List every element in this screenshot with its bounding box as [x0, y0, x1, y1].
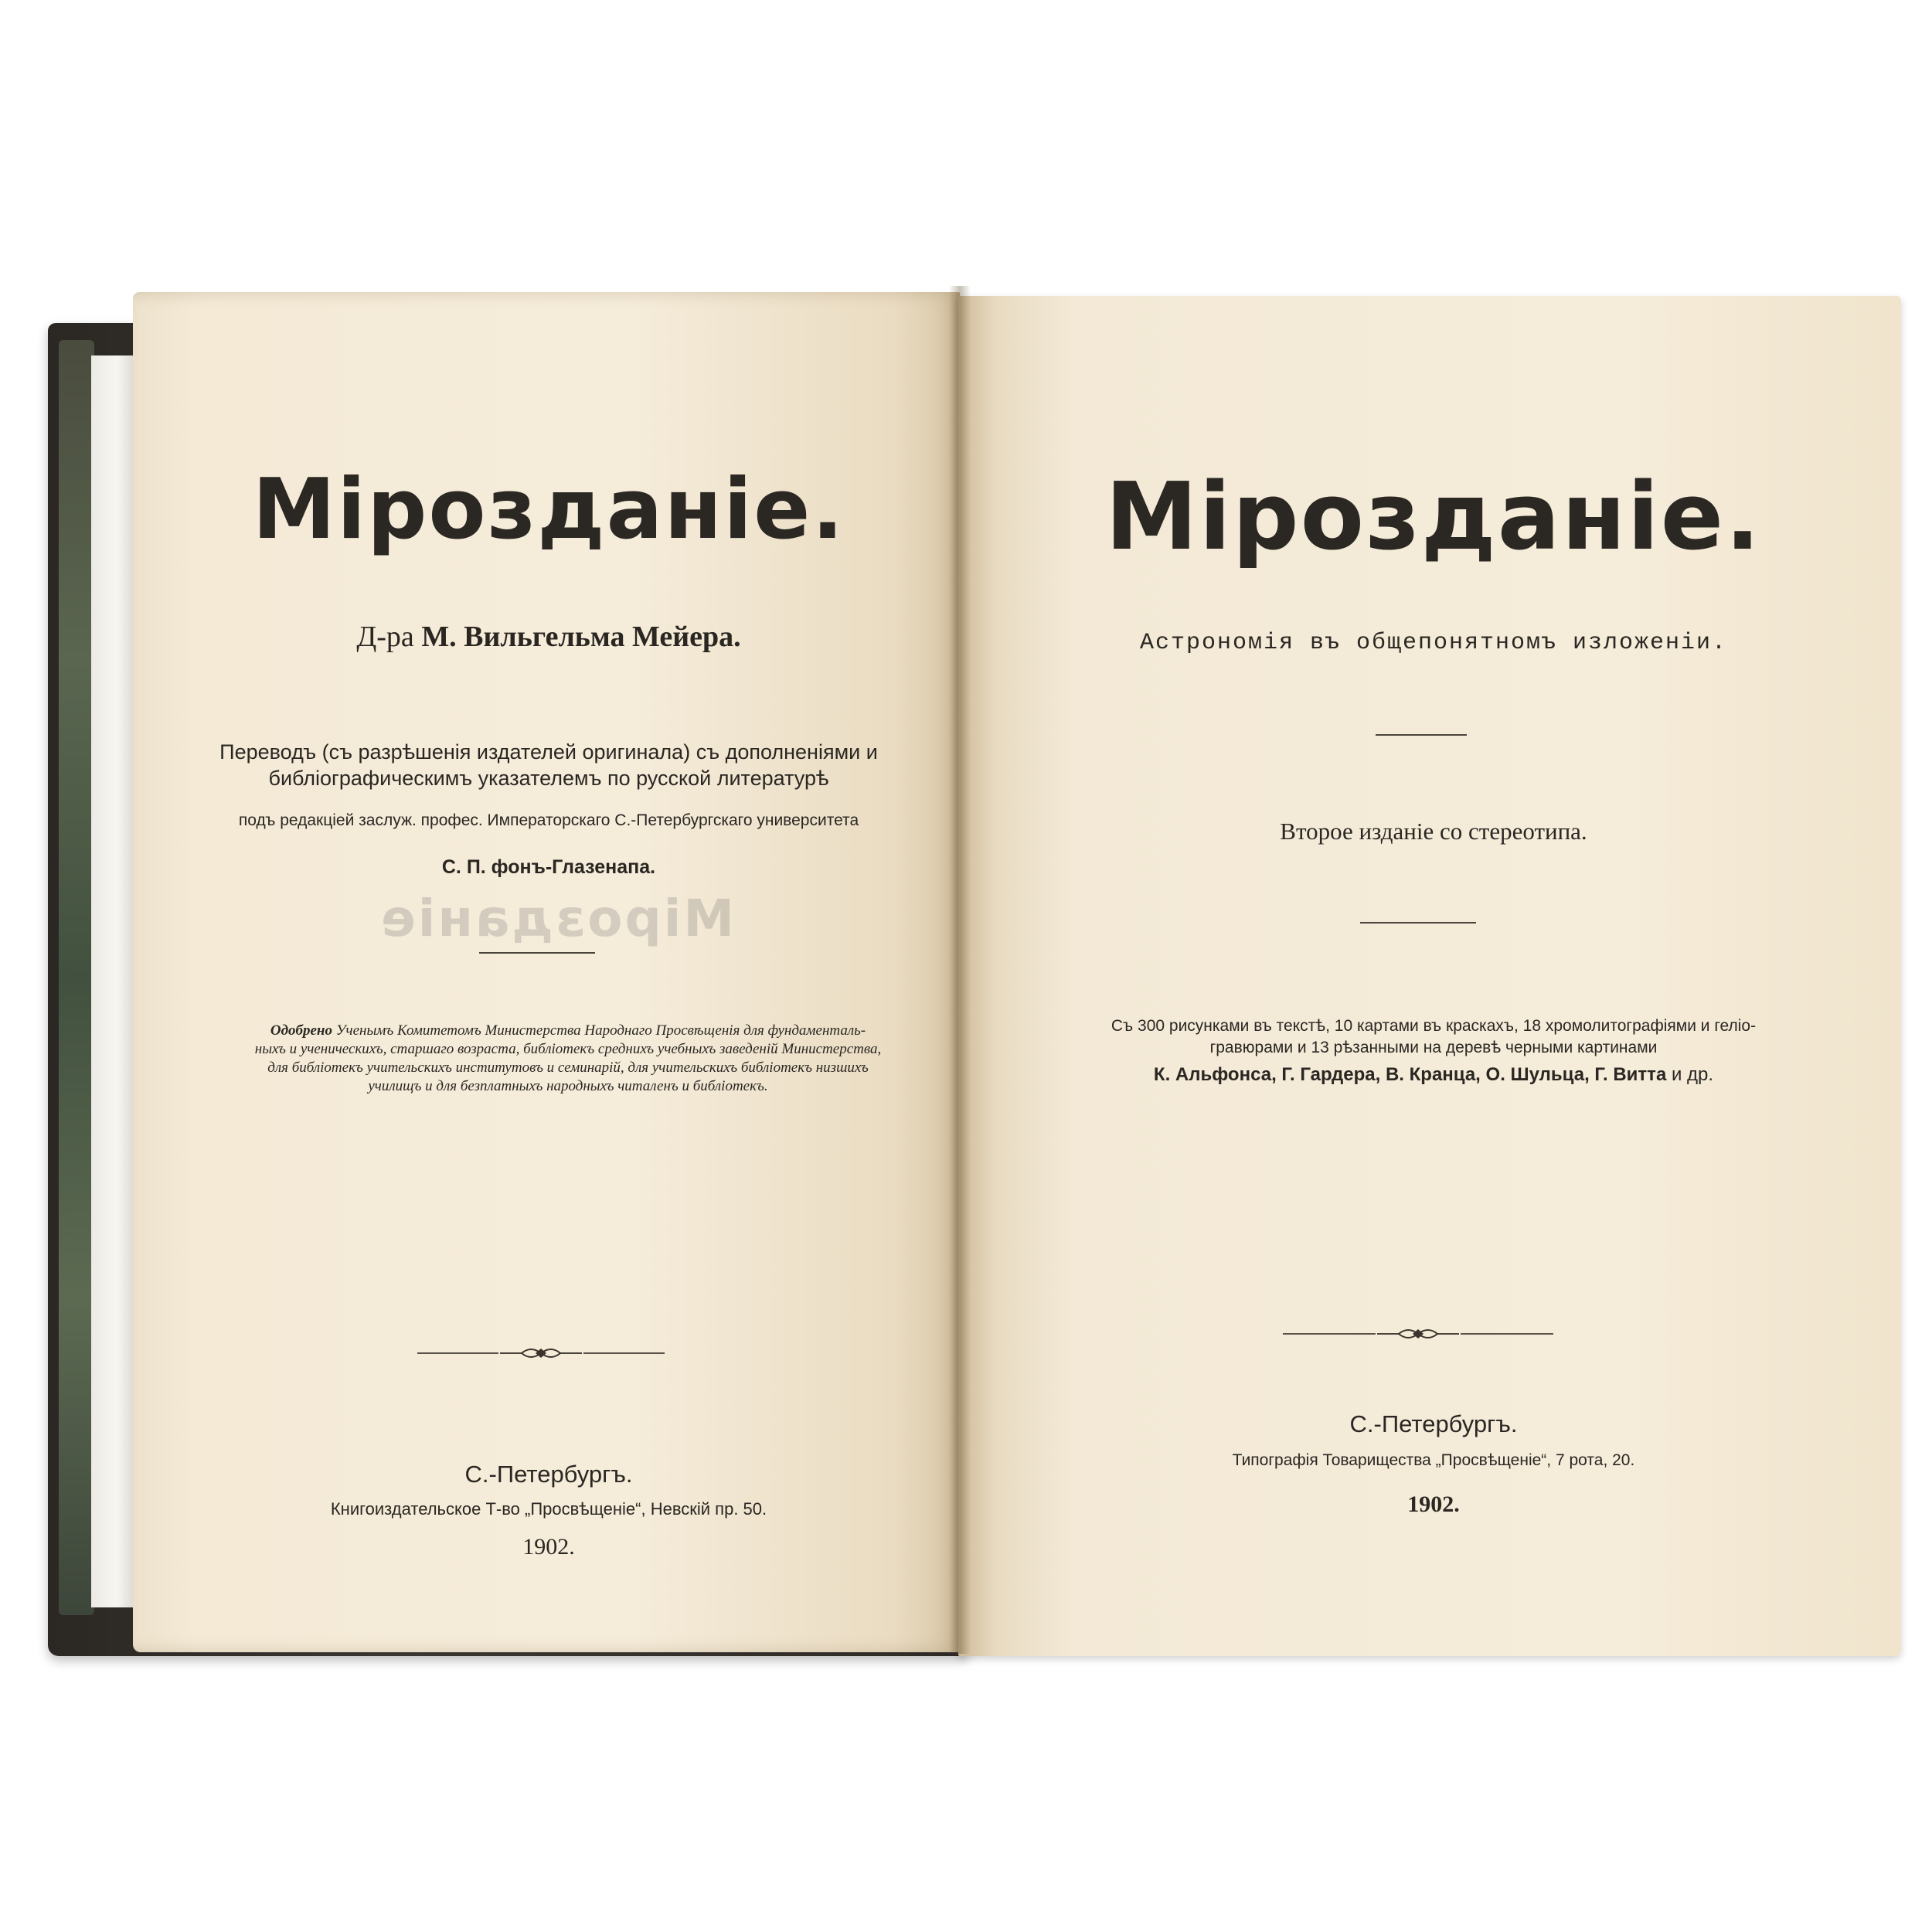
illustrations-line: гравюрами и 13 рѣзанными на деревѣ черными картинами [1209, 1039, 1658, 1056]
editor-line: подъ редакцiей заслуж. профес. Императорскаго С.-Петербургскаго университета [238, 811, 859, 829]
right-year: 1902. [1407, 1492, 1460, 1517]
author-name: М. Вильгельма Мейера. [421, 621, 741, 653]
divider-rule [1360, 922, 1476, 923]
ornament-icon [1376, 1325, 1461, 1343]
endpaper [91, 355, 135, 1607]
right-ornament [1283, 1325, 1553, 1343]
translation-note [139, 739, 958, 791]
left-publisher: Книгоиздательское Т-во „Просвѣщенiе“, Невскiй пр. 50. [330, 1499, 767, 1519]
translation-line: Переводъ (съ разрѣшенiя издателей оригинала) съ дополненiями и [219, 740, 878, 764]
spine-cloth [59, 340, 94, 1615]
approval-line: ныхъ и ученическихъ, старшаго возраста, библiотекъ среднихъ учебныхъ заведенiй Министерства, [254, 1041, 882, 1057]
divider-rule [1376, 734, 1467, 736]
approval-note [220, 1022, 916, 1096]
ornament-icon [498, 1344, 583, 1362]
right-city: С.-Петербургъ. [1349, 1410, 1518, 1437]
artists-line [1005, 1064, 1862, 1086]
right-printer: Типографiя Товарищества „Просвѣщенiе“, 7 рота, 20. [1232, 1451, 1635, 1469]
artists-suffix: и др. [1671, 1064, 1714, 1085]
author-prefix: Д-ра [356, 621, 414, 653]
approval-line: Ученымъ Комитетомъ Министерства Народнаго Просвѣщенiя для фундаменталь- [335, 1022, 866, 1039]
left-ornament [417, 1344, 665, 1362]
left-title: Мiрозданiе. [252, 461, 845, 558]
right-subtitle: Астрономiя въ общепонятномъ изложенiи. [1139, 630, 1728, 656]
right-title: Мiрозданiе. [1105, 464, 1762, 571]
translation-line: библiографическимъ указателемъ по русской литературѣ [268, 767, 829, 790]
editor-name: С. П. фонъ-Глазенапа. [441, 856, 656, 878]
divider-rule [479, 952, 595, 954]
approval-word: Одобрено [270, 1022, 332, 1039]
left-city: С.-Петербургъ. [464, 1461, 633, 1488]
left-author-line [139, 620, 958, 654]
left-year: 1902. [522, 1534, 575, 1560]
edition-line: Второе изданiе со стереотипа. [1280, 818, 1587, 845]
bleed-through-text: Мiрозданiе [378, 889, 735, 948]
approval-line: училищъ и для безплатныхъ народныхъ читаленъ и библiотекъ. [368, 1078, 768, 1094]
approval-line: для библiотекъ учительскихъ институтовъ и семинарiй, для учительскихъ библiотекъ низшихъ [267, 1060, 869, 1076]
artists-names: К. Альфонса, Г. Гардера, В. Кранца, О. Шульца, Г. Витта [1153, 1064, 1667, 1085]
illustrations-note [1005, 1015, 1862, 1059]
illustrations-line: Съ 300 рисунками въ текстѣ, 10 картами въ краскахъ, 18 хромолитографiями и гелiо- [1111, 1017, 1757, 1035]
